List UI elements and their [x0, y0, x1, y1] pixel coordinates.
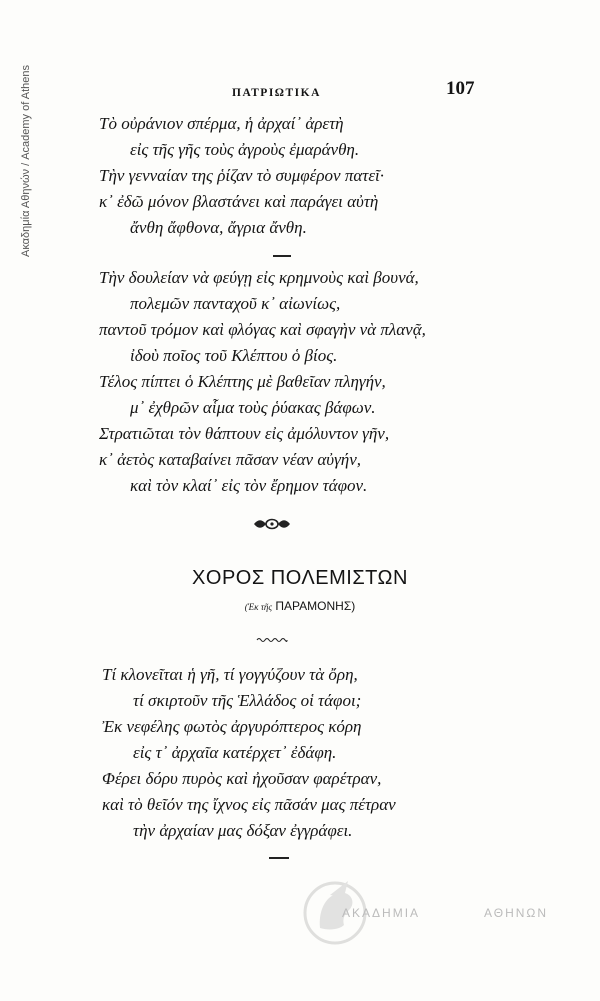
subtitle-main: ΠΑΡΑΜΟΝΗΣ): [275, 599, 356, 613]
squiggle-divider: [256, 636, 288, 644]
running-head: ΠΑΤΡΙΩΤΙΚΑ: [232, 87, 321, 99]
page-number: 107: [446, 78, 475, 99]
poem-line: ἄνθη ἄφθονα, ἄγρια ἄνθη.: [130, 218, 307, 237]
section-dash: [273, 255, 291, 257]
poem-line: τὴν ἀρχαίαν μας δόξαν ἐγγράφει.: [133, 821, 353, 840]
poem-line: πολεμῶν πανταχοῦ κ᾽ αἰωνίως,: [130, 294, 341, 313]
poem-line: Τέλος πίπτει ὁ Κλέπτης μὲ βαθεῖαν πληγήν,: [99, 372, 386, 391]
poem-line: εἰς τῆς γῆς τοὺς ἀγροὺς ἐμαράνθη.: [130, 140, 360, 159]
poem-line: τί σκιρτοῦν τῆς Ἑλλάδος οἱ τάφοι;: [133, 691, 362, 710]
end-dash: [269, 857, 289, 859]
section-subtitle: [0, 599, 600, 613]
subtitle-prefix: (Ἐκ τῆς: [244, 602, 273, 612]
ornament-divider: [252, 517, 292, 531]
side-credit: Ακαδημία Αθηνών / Academy of Athens: [20, 65, 32, 258]
section-title: ΧΟΡΟΣ ΠΟΛΕΜΙΣΤΩΝ: [192, 567, 408, 589]
poem-line: Τί κλονεῖται ἡ γῆ, τί γογγύζουν τὰ ὄρη,: [102, 665, 358, 684]
poem-line: Τὴν δουλείαν νὰ φεύγῃ εἰς κρημνοὺς καὶ βουνά,: [99, 268, 419, 287]
poem-line: Φέρει δόρυ πυρὸς καὶ ἠχοῦσαν φαρέτραν,: [102, 769, 382, 788]
poem-line: κ᾽ ἐδῶ μόνον βλαστάνει καὶ παράγει αὐτὴ: [99, 192, 379, 211]
poem-line: Στρατιῶται τὸν θάπτουν εἰς ἀμόλυντον γῆν,: [99, 424, 390, 443]
poem-line: Ἐκ νεφέλης φωτὸς ἀργυρόπτερος κόρη: [102, 717, 362, 736]
poem-line: Τὴν γενναίαν της ῥίζαν τὸ συμφέρον πατεῖ·: [99, 166, 385, 185]
poem-line: καὶ τὸν κλαί᾽ εἰς τὸν ἔρημον τάφον.: [130, 476, 368, 495]
poem-line: εἰς τ᾽ ἀρχαῖα κατέρχετ᾽ ἐδάφη.: [133, 743, 337, 762]
poem-line: ἰδοὺ ποῖος τοῦ Κλέπτου ὁ βίος.: [130, 346, 338, 365]
poem-line: κ᾽ ἀετὸς καταβαίνει πᾶσαν νέαν αὐγήν,: [99, 450, 362, 469]
poem-line: καὶ τὸ θεῖόν της ἴχνος εἰς πᾶσάν μας πέτραν: [102, 795, 396, 814]
watermark-text-right: ΑΘΗΝΩΝ: [484, 906, 549, 920]
watermark-text-left: ΑΚΑΔΗΜΙΑ: [342, 906, 421, 920]
poem-line: Τὸ οὐράνιον σπέρμα, ἡ ἀρχαί᾽ ἀρετὴ: [99, 114, 344, 133]
poem-line: μ᾽ ἐχθρῶν αἷμα τοὺς ῥύακας βάφων.: [130, 398, 376, 417]
poem-line: παντοῦ τρόμον καὶ φλόγας καὶ σφαγὴν νὰ πλανᾷ,: [99, 320, 426, 339]
